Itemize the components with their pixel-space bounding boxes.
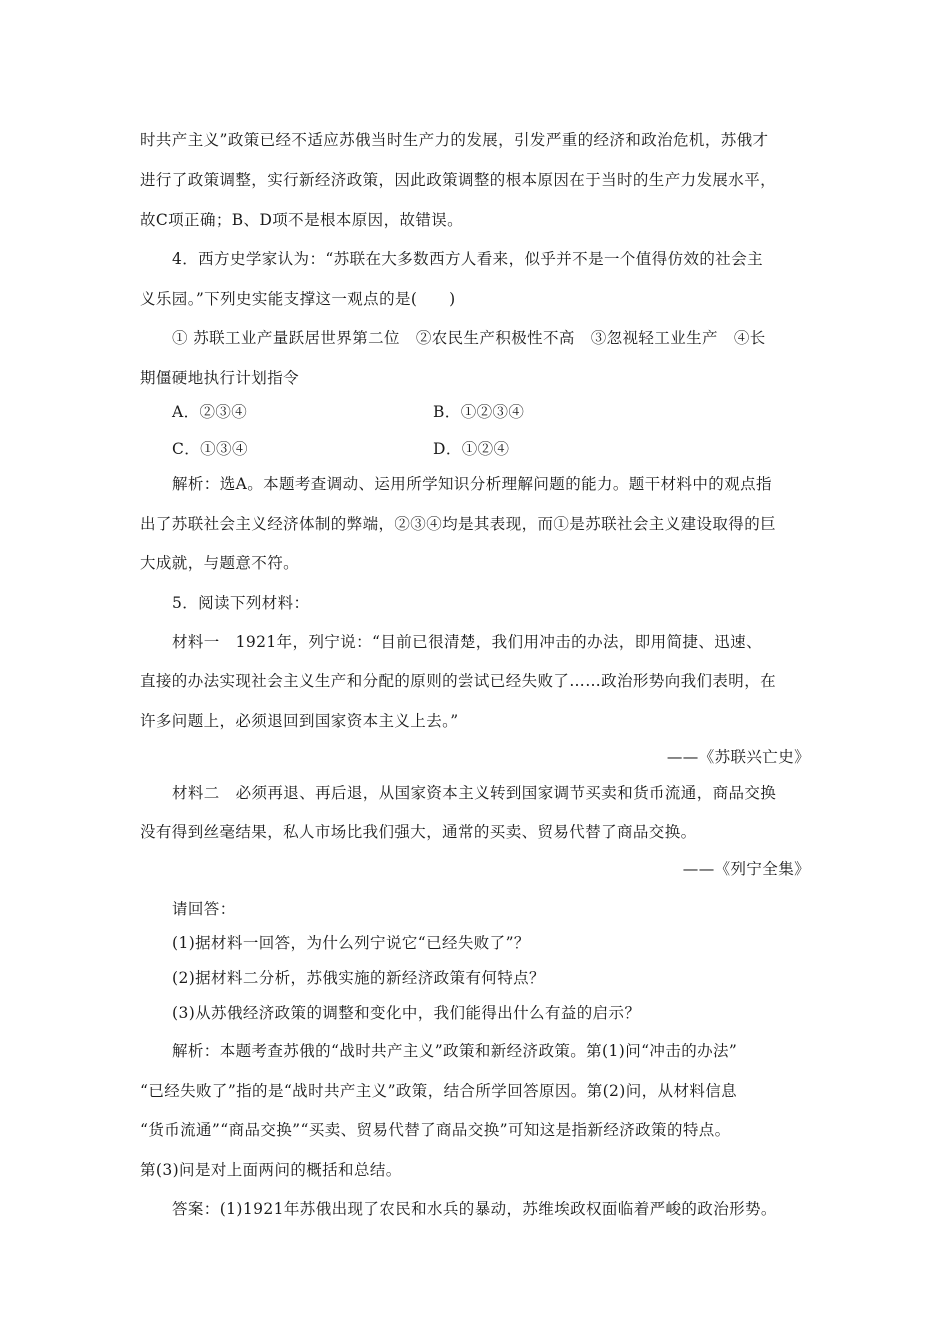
text-line: “货币流通”“商品交换”“买卖、贸易代替了商品交换”可知这是指新经济政策的特点。 <box>140 1121 731 1139</box>
text-line: 义乐园。”下列史实能支撑这一观点的是( ) <box>140 290 456 308</box>
sub-question-2: (2)据材料二分析，苏俄实施的新经济政策有何特点？ <box>172 969 545 987</box>
material-1: 材料一 1921年，列宁说：“目前已很清楚，我们用冲击的办法，即用简捷、迅速、 <box>172 633 762 651</box>
text-line: 期僵硬地执行计划指令 <box>140 369 300 387</box>
material-2-source: ——《列宁全集》 <box>682 860 810 878</box>
text-line: 直接的办法实现社会主义生产和分配的原则的尝试已经失败了……政治形势向我们表明，在 <box>140 672 777 690</box>
please-answer: 请回答： <box>172 900 236 918</box>
text-line: 许多问题上，必须退回到国家资本主义上去。” <box>140 712 459 730</box>
analysis-4: 解析：选A。本题考查调动、运用所学知识分析理解问题的能力。题干材料中的观点指 <box>172 475 772 493</box>
text-line: 大成就，与题意不符。 <box>140 554 300 572</box>
text-line: 时共产主义”政策已经不适应苏俄当时生产力的发展，引发严重的经济和政治危机，苏俄才 <box>140 131 769 149</box>
text-line: “已经失败了”指的是“战时共产主义”政策，结合所学回答原因。第(2)问，从材料信息 <box>140 1082 738 1100</box>
analysis-5: 解析：本题考查苏俄的“战时共产主义”政策和新经济政策。第(1)问“冲击的办法” <box>172 1042 738 1060</box>
text-line: 进行了政策调整，实行新经济政策，因此政策调整的根本原因在于当时的生产力发展水平， <box>140 171 777 189</box>
text-line: 故C项正确；B、D项不是根本原因，故错误。 <box>140 211 464 229</box>
option-c: C．①③④ <box>172 440 248 458</box>
answer-5: 答案：(1)1921年苏俄出现了农民和水兵的暴动，苏维埃政权面临着严峻的政治形势。 <box>172 1200 777 1218</box>
question-4-items: ① 苏联工业产量跃居世界第二位 ②农民生产积极性不高 ③忽视轻工业生产 ④长 <box>172 329 766 347</box>
question-4-stem: 4．西方史学家认为：“苏联在大多数西方人看来，似乎并不是一个值得仿效的社会主 <box>172 250 763 268</box>
material-1-source: ——《苏联兴亡史》 <box>666 748 810 766</box>
sub-question-1: (1)据材料一回答，为什么列宁说它“已经失败了”？ <box>172 934 530 952</box>
option-b: B．①②③④ <box>433 403 525 421</box>
option-a: A．②③④ <box>172 403 248 421</box>
sub-question-3: (3)从苏俄经济政策的调整和变化中，我们能得出什么有益的启示？ <box>172 1004 641 1022</box>
text-line: 没有得到丝毫结果，私人市场比我们强大，通常的买卖、贸易代替了商品交换。 <box>140 823 697 841</box>
question-5-stem: 5．阅读下列材料： <box>172 594 310 612</box>
text-line: 第(3)问是对上面两问的概括和总结。 <box>140 1161 402 1179</box>
option-d: D．①②④ <box>433 440 510 458</box>
text-line: 出了苏联社会主义经济体制的弊端，②③④均是其表现，而①是苏联社会主义建设取得的巨 <box>140 515 777 533</box>
material-2: 材料二 必须再退、再后退，从国家资本主义转到国家调节买卖和货币流通，商品交换 <box>172 784 777 802</box>
